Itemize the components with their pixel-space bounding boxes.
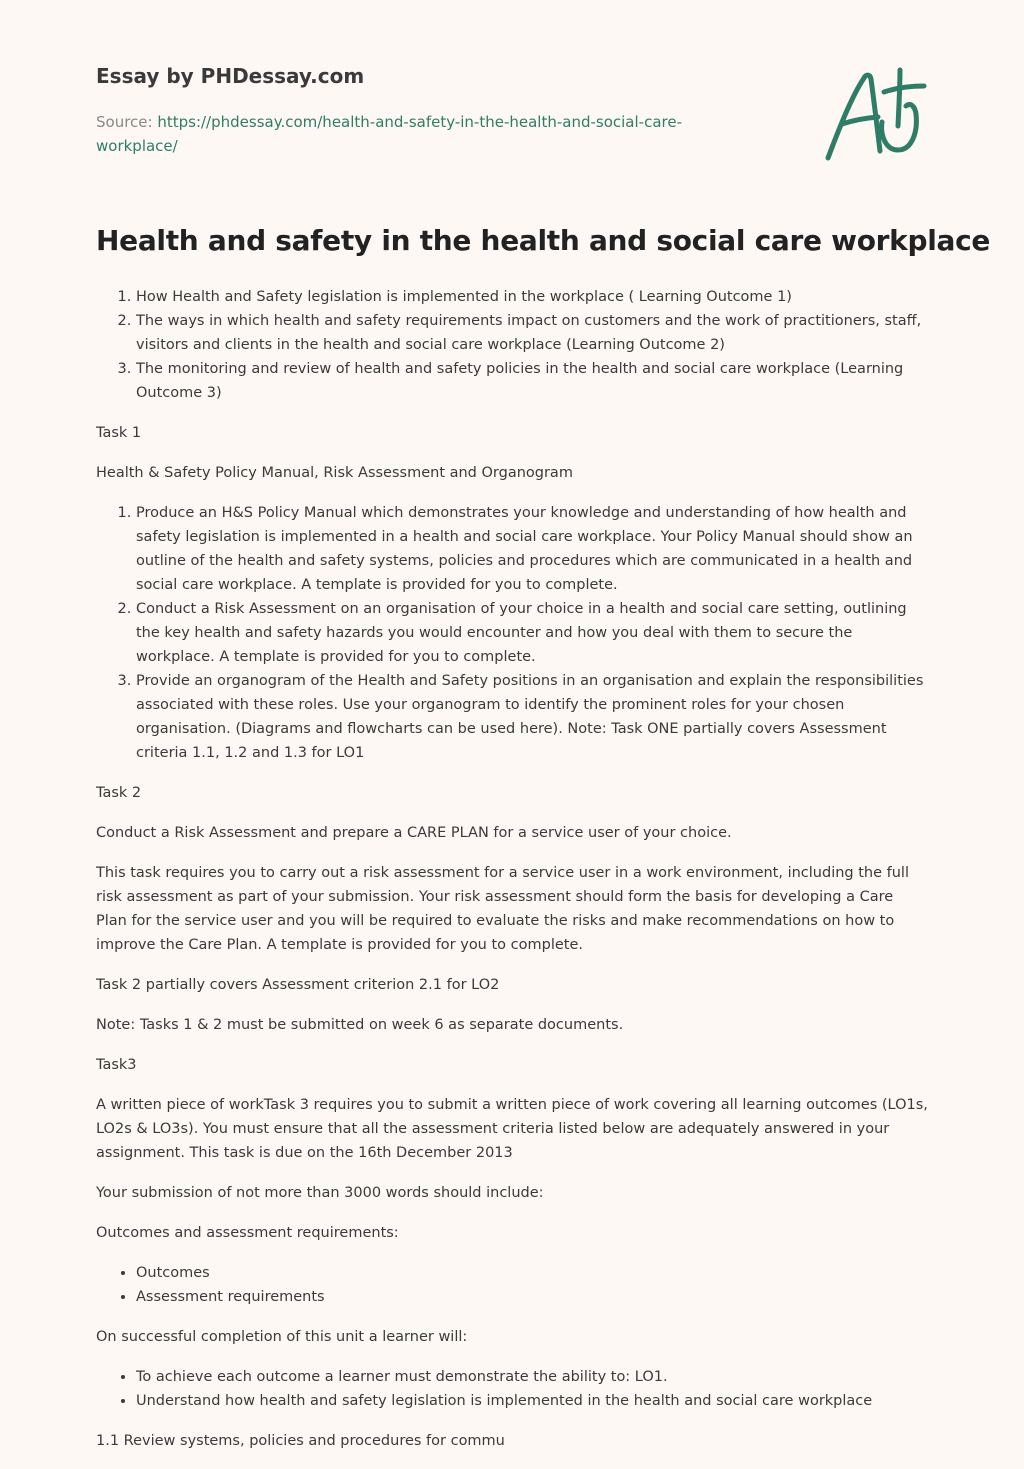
list-item: 3. The monitoring and review of health and safety policies in the health and social care workplace (Learning Outcome 3): [136, 357, 928, 405]
list-item: • Outcomes: [136, 1261, 928, 1285]
source-link[interactable]: https://phdessay.com/health-and-safety-in-the-health-and-social-care-workplace/: [96, 113, 682, 155]
list-item: 2. Conduct a Risk Assessment on an organisation of your choice in a health and social care setting, outlining the key health and safety hazards you would encounter and how you deal with them to secure the workplace. A template is provided for you to complete.: [136, 597, 928, 669]
list-item: 1. How Health and Safety legislation is implemented in the workplace ( Learning Outcome 1): [136, 285, 928, 309]
list-item: • Understand how health and safety legislation is implemented in the health and social care workplace: [136, 1389, 928, 1413]
essay-title: Health and safety in the health and social care workplace: [96, 224, 991, 257]
a-plus-logo-icon: [820, 66, 930, 166]
completion-heading: On successful completion of this unit a learner will:: [96, 1329, 468, 1345]
learning-outcomes-list: [96, 285, 928, 405]
list-item: • To achieve each outcome a learner must demonstrate the ability to: LO1.: [136, 1365, 928, 1389]
task1-heading: Task 1: [96, 425, 142, 441]
list-item: 2. The ways in which health and safety requirements impact on customers and the work of practitioners, staff, visitors and clients in the health and social care workplace (Learning Outcome 2): [136, 309, 928, 357]
final-line: 1.1 Review systems, policies and procedures for commu: [96, 1433, 505, 1449]
list-item: 1. Produce an H&S Policy Manual which demonstrates your knowledge and understanding of how health and safety legislation is implemented in a health and social care workplace. Your Policy Manual should show an outline of the health and safety systems, policies and procedures which are communicated in a health and social care workplace. A template is provided for you to complete.: [136, 501, 928, 597]
task2-body: This task requires you to carry out a risk assessment for a service user in a work environment, including the full risk assessment as part of your submission. Your risk assessment should form the basis for developing a Care Plan for the service user and you will be required to evaluate the risks and make recommendations on how to improve the Care Plan. A template is provided for you to complete.: [96, 865, 909, 953]
task1-subtitle: Health & Safety Policy Manual, Risk Assessment and Organogram: [96, 465, 573, 481]
task2-coverage: Task 2 partially covers Assessment criterion 2.1 for LO2: [96, 977, 500, 993]
submission-deadline-note: Note: Tasks 1 & 2 must be submitted on week 6 as separate documents.: [96, 1017, 624, 1033]
task1-list: [96, 501, 928, 765]
requirements-list: [96, 1261, 928, 1309]
list-item: • Assessment requirements: [136, 1285, 928, 1309]
source-label: Source:: [96, 113, 158, 131]
essay-content: [96, 285, 928, 1469]
word-limit-note: Your submission of not more than 3000 words should include:: [96, 1185, 544, 1201]
task2-heading: Task 2: [96, 785, 142, 801]
task3-heading: Task3: [96, 1057, 137, 1073]
source-line: [96, 110, 736, 158]
completion-list: [96, 1365, 928, 1413]
task3-body: A written piece of workTask 3 requires you to submit a written piece of work covering all learning outcomes (LO1s, LO2s & LO3s). You must ensure that all the assessment criteria listed below are adequately answered in your assignment. This task is due on the 16th December 2013: [96, 1097, 928, 1161]
task2-subtitle: Conduct a Risk Assessment and prepare a CARE PLAN for a service user of your choice.: [96, 825, 732, 841]
site-title: Essay by PHDessay.com: [96, 64, 365, 88]
list-item: 3. Provide an organogram of the Health and Safety positions in an organisation and explain the responsibilities associated with these roles. Use your organogram to identify the prominent roles for your chosen organisation. (Diagrams and flowcharts can be used here). Note: Task ONE partially covers Assessment criteria 1.1, 1.2 and 1.3 for LO1: [136, 669, 928, 765]
requirements-heading: Outcomes and assessment requirements:: [96, 1225, 399, 1241]
